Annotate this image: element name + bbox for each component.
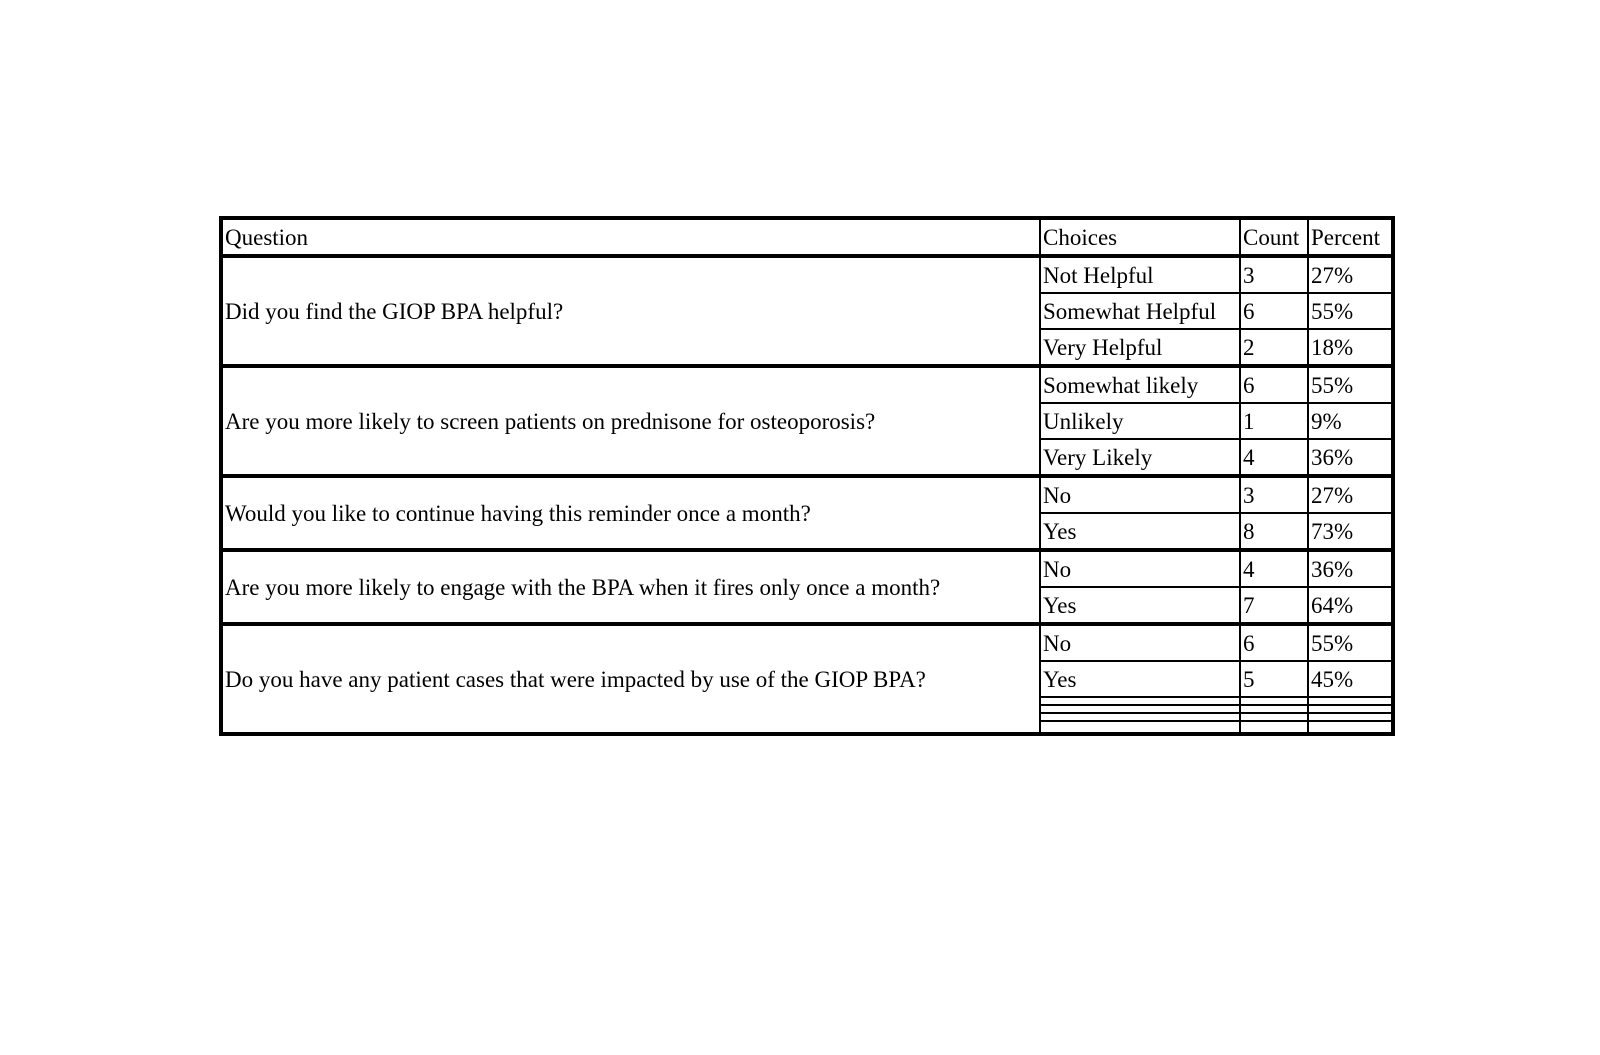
- choice-cell: No: [1040, 476, 1240, 513]
- count-cell: 4: [1240, 550, 1308, 587]
- percent-cell: 36%: [1308, 439, 1393, 476]
- count-cell: 4: [1240, 439, 1308, 476]
- survey-results-table: [219, 216, 1395, 736]
- empty-count-cell: [1240, 697, 1308, 734]
- header-choices: Choices: [1040, 218, 1240, 256]
- question-group: [221, 550, 1393, 624]
- empty-choice-cell: [1040, 697, 1240, 734]
- question-cell: Are you more likely to engage with the BPA when it fires only once a month?: [221, 550, 1040, 624]
- question-cell: Did you find the GIOP BPA helpful?: [221, 256, 1040, 366]
- count-cell: 3: [1240, 476, 1308, 513]
- table-row: [221, 366, 1393, 403]
- count-cell: 6: [1240, 366, 1308, 403]
- percent-cell: 18%: [1308, 329, 1393, 366]
- choice-cell: Very Helpful: [1040, 329, 1240, 366]
- question-cell: Are you more likely to screen patients on prednisone for osteoporosis?: [221, 366, 1040, 476]
- percent-cell: 55%: [1308, 366, 1393, 403]
- choice-cell: Not Helpful: [1040, 256, 1240, 293]
- choice-cell: No: [1040, 550, 1240, 587]
- count-cell: 2: [1240, 329, 1308, 366]
- question-group: [221, 476, 1393, 550]
- header-row: [221, 218, 1393, 256]
- question-group: [221, 624, 1393, 734]
- choice-cell: Very Likely: [1040, 439, 1240, 476]
- count-cell: 7: [1240, 587, 1308, 624]
- table-row: [221, 476, 1393, 513]
- count-cell: 3: [1240, 256, 1308, 293]
- header-percent: Percent: [1308, 218, 1393, 256]
- choice-cell: Yes: [1040, 661, 1240, 697]
- percent-cell: 55%: [1308, 293, 1393, 329]
- table-row: [221, 624, 1393, 661]
- choice-cell: Yes: [1040, 587, 1240, 624]
- percent-cell: 27%: [1308, 476, 1393, 513]
- percent-cell: 36%: [1308, 550, 1393, 587]
- percent-cell: 64%: [1308, 587, 1393, 624]
- percent-cell: 27%: [1308, 256, 1393, 293]
- choice-cell: Somewhat Helpful: [1040, 293, 1240, 329]
- count-cell: 8: [1240, 513, 1308, 550]
- choice-cell: Yes: [1040, 513, 1240, 550]
- percent-cell: 73%: [1308, 513, 1393, 550]
- choice-cell: No: [1040, 624, 1240, 661]
- percent-cell: 55%: [1308, 624, 1393, 661]
- table-row: [221, 256, 1393, 293]
- empty-percent-cell: [1308, 697, 1393, 734]
- header-count: Count: [1240, 218, 1308, 256]
- choice-cell: Unlikely: [1040, 403, 1240, 439]
- count-cell: 1: [1240, 403, 1308, 439]
- question-cell: Would you like to continue having this reminder once a month?: [221, 476, 1040, 550]
- table-row: [221, 550, 1393, 587]
- question-group: [221, 366, 1393, 476]
- percent-cell: 45%: [1308, 661, 1393, 697]
- choice-cell: Somewhat likely: [1040, 366, 1240, 403]
- count-cell: 6: [1240, 624, 1308, 661]
- count-cell: 5: [1240, 661, 1308, 697]
- percent-cell: 9%: [1308, 403, 1393, 439]
- header-question: Question: [221, 218, 1040, 256]
- question-cell: Do you have any patient cases that were impacted by use of the GIOP BPA?: [221, 624, 1040, 734]
- count-cell: 6: [1240, 293, 1308, 329]
- question-group: [221, 256, 1393, 366]
